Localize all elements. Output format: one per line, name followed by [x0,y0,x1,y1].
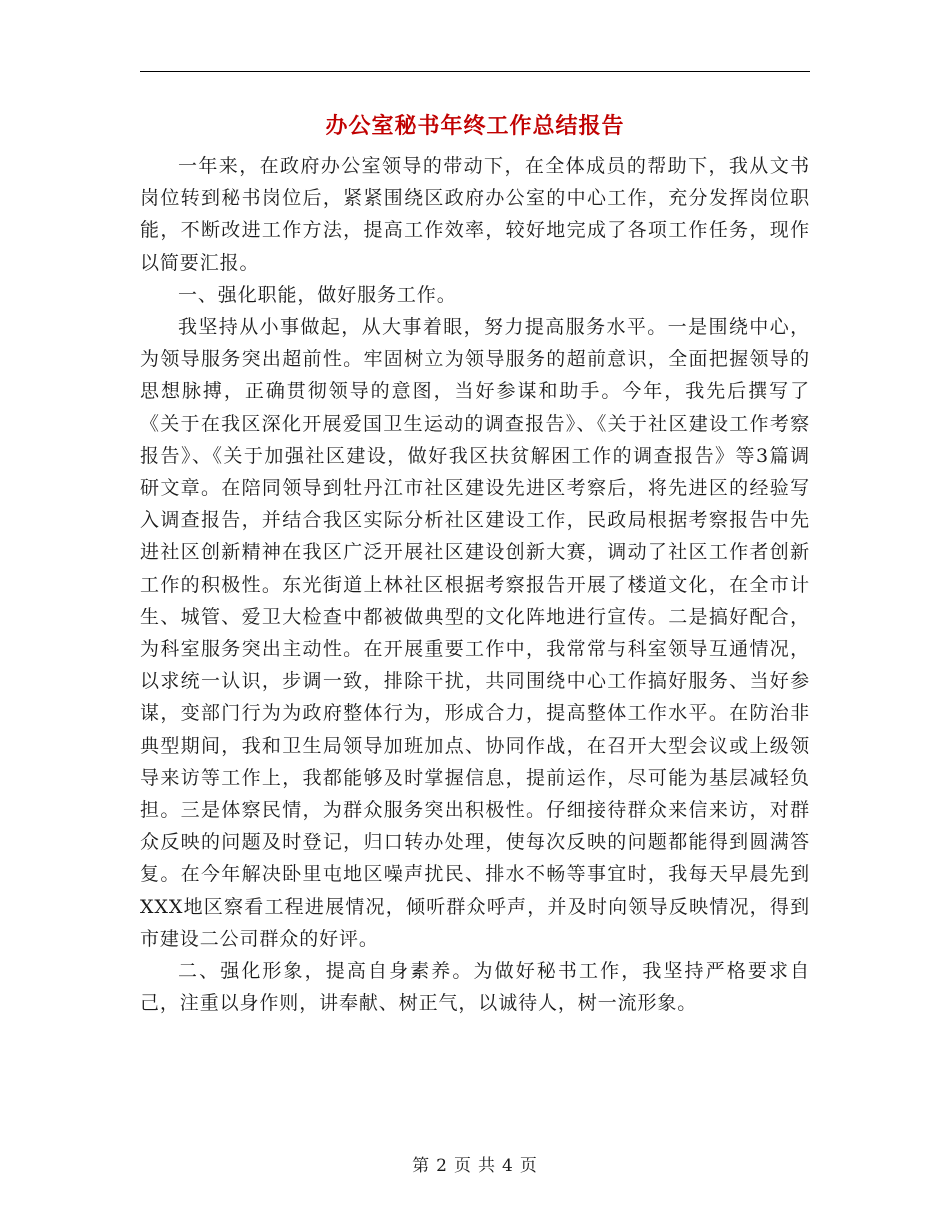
paragraph-section-1-body: 我坚持从小事做起，从大事着眼，努力提高服务水平。一是围绕中心，为领导服务突出超前性。牢固树立为领导服务的超前意识，全面把握领导的思想脉搏，正确贯彻领导的意图，当好参谋和助手。今年，我先后撰写了《关于在我区深化开展爱国卫生运动的调查报告》、《关于社区建设工作考察报告》、《关于加强社区建设，做好我区扶贫解困工作的调查报告》等3篇调研文章。在陪同领导到牡丹江市社区建设先进区考察后，将先进区的经验写入调查报告，并结合我区实际分析社区建设工作，民政局根据考察报告中先进社区创新精神在我区广泛开展社区建设创新大赛，调动了社区工作者创新工作的积极性。东光街道上林社区根据考察报告开展了楼道文化，在全市计生、城管、爱卫大检查中都被做典型的文化阵地进行宣传。二是搞好配合，为科室服务突出主动性。在开展重要工作中，我常常与科室领导互通情况，以求统一认识，步调一致，排除干扰，共同围绕中心工作搞好服务、当好参谋，变部门行为为政府整体行为，形成合力，提高整体工作水平。在防治非典型期间，我和卫生局领导加班加点、协同作战，在召开大型会议或上级领导来访等工作上，我都能够及时掌握信息，提前运作，尽可能为基层减轻负担。三是体察民情，为群众服务突出积极性。仔细接待群众来信来访，对群众反映的问题及时登记，归口转办处理，使每次反映的问题都能得到圆满答复。在今年解决卧里屯地区噪声扰民、排水不畅等事宜时，我每天早晨先到XXX地区察看工程进展情况，倾听群众呼声，并及时向领导反映情况，得到市建设二公司群众的好评。 [140,316,810,950]
paragraph-section-1-heading: 一、强化职能，做好服务工作。 [178,283,457,306]
paragraph-section-2: 二、强化形象，提高自身素养。为做好秘书工作，我坚持严格要求自己，注重以身作则，讲奉献、树正气，以诚待人，树一流形象。 [140,960,810,1015]
document-body [140,150,810,1019]
footer-page-current: 2 [436,1156,448,1176]
header-rule [140,71,810,72]
document-title: 办公室秘书年终工作总结报告 [325,113,625,139]
footer-page-label: 第 [412,1156,431,1176]
page-footer [140,1154,810,1178]
paragraph-intro: 一年来，在政府办公室领导的带动下，在全体成员的帮助下，我从文书岗位转到秘书岗位后，紧紧围绕区政府办公室的中心工作，充分发挥岗位职能，不断改进工作方法，提高工作效率，较好地完成了各项工作任务，现作以简要汇报。 [140,155,810,274]
footer-total-label: 共 [478,1156,496,1176]
footer-total-unit: 页 [519,1156,538,1176]
footer-page-total: 4 [502,1156,514,1176]
footer-page-unit: 页 [454,1156,472,1176]
